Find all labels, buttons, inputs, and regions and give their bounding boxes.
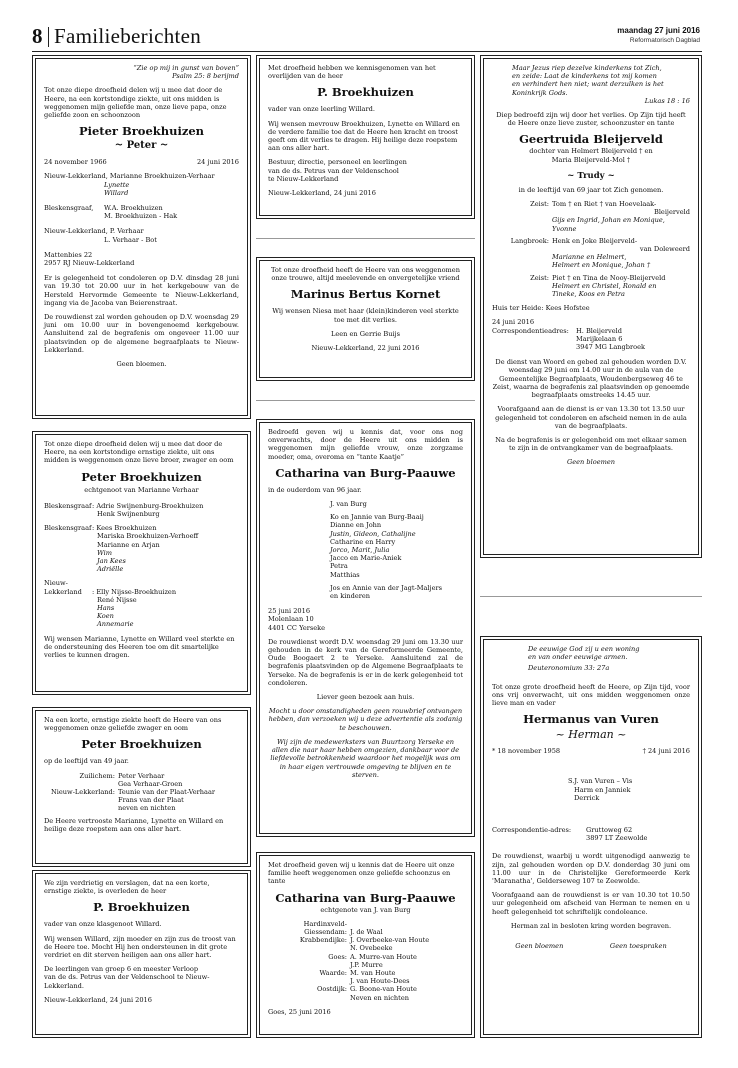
family-line: Yvonne <box>552 224 577 233</box>
family-line: G. Boone-van Houte <box>350 985 417 994</box>
deceased-nickname: ~ Trudy ~ <box>567 170 615 181</box>
death-notice-catharina-inlaws <box>256 852 475 1038</box>
spouse-line: echtgenote van J. van Burg <box>320 905 411 914</box>
family-line: Jan Kees <box>97 557 126 566</box>
family-place: Goes: <box>328 952 347 961</box>
family-line: en kinderen <box>330 592 371 601</box>
death-notice-peter-broekhuizen-inlaws <box>32 707 251 867</box>
bible-quote: Koninkrijk Gods. <box>512 88 568 97</box>
section-title: Familieberichten <box>54 24 202 48</box>
age-line: op de leeftijd van 49 jaar. <box>44 757 129 766</box>
family-line: Lynette <box>104 180 130 189</box>
family-line: Annemarie <box>97 620 134 629</box>
letter-note: Mocht u door omstandigheden geen rouwbrief ontvangen hebben, dan verzoeken wij u deze advertentie als zodanig te beschouwen. <box>268 707 463 732</box>
family-line: Justin, Gideon, Cathalijne <box>330 529 416 538</box>
family-line: Teunie van der Plaat-Verhaar <box>118 788 216 797</box>
family-line: Nieuw-Lekkerland, P. Verhaar <box>44 227 144 236</box>
after-info: Na de begrafenis is er gelegenheid om met elkaar samen te zijn in de ontvangkamer van de begraafplaats. <box>495 435 687 453</box>
notice-date: 25 juni 2016 <box>268 607 311 616</box>
family-line: Matthias <box>330 570 360 579</box>
family-line: Derrick <box>574 793 600 802</box>
role-line: vader van onze klasgenoot Willard. <box>44 920 162 929</box>
family-group <box>492 237 690 270</box>
family-line: Bleijerveld <box>653 208 690 217</box>
family-line: Dianne en John <box>330 521 382 530</box>
address-street: Marijkelaan 6 <box>576 334 623 343</box>
bible-reference: Deuteronomium 33: 27a <box>528 664 610 673</box>
signature: van de ds. Petrus van der Veldenschool te Nieuw-Lekkerland. <box>44 973 210 990</box>
address-street: Mattenbies 22 <box>44 250 93 259</box>
family-line: van Doleweerd <box>639 245 690 254</box>
family-place: Zeist: <box>530 273 549 282</box>
notice-intro: Tot onze droefheid heeft de Heere van ons weggenomen onze trouwe, altijd meelevende en onvergetelijke vriend <box>271 266 460 283</box>
spouse-line: echtgenoot van Marianne Verhaar <box>84 485 199 494</box>
family-group <box>44 579 239 628</box>
family-line: M. Broekhuizen - Hak <box>104 212 178 221</box>
place-date: Nieuw-Lekkerland, 24 juni 2016 <box>268 189 376 198</box>
family-place: Giessendam: <box>304 928 347 937</box>
family-place: Bleskensgraaf <box>44 524 92 533</box>
correspondence-address <box>492 327 690 352</box>
flowers-note: Geen bloemen. <box>116 360 167 369</box>
family-line: W.A. Broekhuizen <box>104 204 163 213</box>
page-number: 8 <box>32 24 43 48</box>
signature: van de ds. Petrus van der Veldenschool <box>268 166 399 175</box>
family-place: Zeist: <box>530 200 549 209</box>
family-place: Hardinxveld- <box>303 919 347 928</box>
address-street: Gruttoweg 62 <box>586 826 633 835</box>
place-date: Goes, 25 juni 2016 <box>268 1007 331 1016</box>
notice-date: 24 juni 2016 <box>492 318 535 327</box>
deceased-name: Peter Broekhuizen <box>81 469 202 484</box>
family-line: N. Ovebeeke <box>350 944 393 953</box>
family-line: J. Overbeeke-van Houte <box>350 936 430 945</box>
bible-quote: “Zie op mij in gunst van boven” <box>133 64 239 72</box>
family-line: Marianne en Helmert, <box>552 253 627 262</box>
family-line: Catharine en Harry <box>330 537 396 546</box>
notice-intro: Tot onze diepe droefheid delen wij u mee dat door de Heere, na een kortstondige ziekte, uit ons midden is weggenomen mijn geliefde man, onze lieve papa, onze geliefde zoon en schoonzoon <box>44 86 227 120</box>
correspondence-address <box>492 826 690 842</box>
family-line: Neven en nichten <box>350 993 409 1002</box>
family-line: M. van Houte <box>350 969 396 978</box>
family-line: Petra <box>330 562 348 571</box>
address-city: 4401 CC Yerseke <box>268 623 326 632</box>
family-group <box>492 200 690 233</box>
family-line: : Adrie Swijnenburg-Broekhuizen <box>92 501 204 510</box>
birth-date: 24 november 1966 <box>44 158 107 167</box>
family-line: Wim <box>97 548 113 557</box>
family-line: Nieuw-Lekkerland, Marianne Broekhuizen-Verhaar <box>44 172 215 181</box>
parents-line: dochter van Helmert Bleijerveld † en <box>529 147 653 156</box>
condolence-info: Voorafgaand aan de rouwdienst is er van 10.30 tot 10.50 uur gelegenheid om afscheid van Herman te nemen en u heeft gelegenheid tot schriftelijk condoleance. <box>492 891 690 916</box>
address-city: 3947 MG Langbroek <box>576 343 646 352</box>
family-place: Nieuw- <box>44 579 68 588</box>
family-place: Bleskensgraaf, <box>44 204 94 213</box>
address-label: Correspondentie-adres: <box>492 826 572 835</box>
age-line: in de leeftijd van 69 jaar tot Zich genomen. <box>518 185 664 194</box>
family-place: Lekkerland <box>44 587 82 596</box>
family-line: Marianne en Arjan <box>97 540 160 549</box>
wish-text: Wij wensen Niesa met haar (klein)kinderen veel sterkte toe met dit verlies. <box>272 307 459 324</box>
speeches-note: Geen toespraken <box>609 942 667 951</box>
service-info: De rouwdienst zal worden gehouden op D.V. woensdag 29 juni om 10.00 uur in bovengenoemd kerkgebouw. Aansluitend zal de begrafenis om ongeveer 11.00 uur plaatsvinden op de algemene begraafplaats te Nieuw-Lekkerland. <box>44 313 239 354</box>
family-line: neven en nichten <box>118 804 176 813</box>
thanks-note: Wij zijn de medewerksters van Buurtzorg Yerseke en allen die naar haar hebben omgezien, dankbaar voor de liefdevolle betrokkenheid waardoor het mogelijk was om in haar eigen vertrouwde omgeving te blijven en te sterven. <box>270 737 461 779</box>
family-line: Henk Swijnenburg <box>97 510 160 519</box>
family-place: Nieuw-Lekkerland: <box>51 788 115 797</box>
service-info: De rouwdienst wordt D.V. woensdag 29 juni om 13.30 uur gehouden in de kerk van de Gereformeerde Gemeente, Oude Boogaert 2 te Yerseke. Aansluitend zal de begrafenis plaatsvinden op de Algemene Begraafplaats te Yerseke. Na de begrafenis is er in de kerk gelegenheid tot condoleren. <box>268 637 463 687</box>
family-line: Helmert en Monique, Johan † <box>552 261 651 270</box>
address-name: H. Bleijerveld <box>576 326 622 335</box>
death-date: † 24 juni 2016 <box>642 747 690 756</box>
family-line: Jos en Annie van der Jagt-Maljers <box>330 583 443 592</box>
parents-line: Maria Bleijerveld-Mol † <box>551 155 631 164</box>
deceased-name: P. Broekhuizen <box>93 900 190 915</box>
family-place: Waarde: <box>319 969 347 978</box>
family-line: Mariska Broekhuizen-Verhoeff <box>97 532 199 541</box>
notice-intro: Met droefheid geven wij u kennis dat de Heere uit onze familie heeft weggenomen onze geliefde schoonzus en tante <box>268 861 455 886</box>
family-line: Ko en Jannie van Burg-Baaij <box>330 513 424 522</box>
address-label: Correspondentieadres: <box>492 326 569 335</box>
notice-intro: Met droefheid hebben we kennisgenomen van het overlijden van de heer <box>268 64 436 81</box>
family-place: Krabbendijke: <box>299 936 347 945</box>
flowers-note: Geen bloemen <box>515 942 564 951</box>
birth-date: * 18 november 1958 <box>492 747 561 756</box>
bible-quote: en van onder eeuwige armen. <box>528 653 628 662</box>
family-group <box>268 920 463 1002</box>
newspaper-name: Reformatorisch Dagblad <box>629 37 700 44</box>
deceased-name: Catharina van Burg-Paauwe <box>275 465 456 480</box>
deceased-name: Marinus Bertus Kornet <box>290 287 441 302</box>
family-line: Willard <box>104 188 129 197</box>
age-line: in de ouderdom van 96 jaar. <box>268 485 362 494</box>
family-line: Harm en Janniek <box>574 785 631 794</box>
family-group <box>44 502 239 518</box>
deceased-name: Geertruida Bleijerveld <box>519 132 663 147</box>
bible-quote: en zeide: Laat de kinderkens tot mij komen <box>512 72 657 81</box>
condolence-notice-class <box>32 870 251 1038</box>
deceased-name: P. Broekhuizen <box>317 85 414 100</box>
divider <box>256 400 475 401</box>
life-dates <box>492 747 690 755</box>
family-line: Tineke, Koos en Petra <box>552 290 625 299</box>
bible-reference: Psalm 25: 8 berijmd <box>172 72 239 81</box>
notice-intro: Na een korte, ernstige ziekte heeft de Heere van ons weggenomen onze geliefde zwager en oom <box>44 716 222 733</box>
family-line: J. van Burg <box>330 500 367 509</box>
family-line: Frans van der Plaat <box>118 796 184 805</box>
address-city: 2957 RJ Nieuw-Lekkerland <box>44 259 135 268</box>
closing-text: Wij wensen Marianne, Lynette en Willard veel sterkte en de ondersteuning des Heeren toe om dit smartelijke verlies te kunnen dragen. <box>44 634 235 660</box>
death-notice-geertruida-bleijerveld <box>480 55 702 558</box>
family-line: Huis ter Heide: Kees Hofstee <box>492 304 590 313</box>
family-line: S.J. van Vuren – Vis <box>568 777 633 786</box>
family-line: : Kees Broekhuizen <box>92 524 157 533</box>
family-place: Bleskensgraaf <box>44 501 92 510</box>
family-group <box>44 772 239 813</box>
notice-intro: We zijn verdrietig en verslagen, dat na een korte, ernstige ziekte, is overleden de heer <box>44 879 210 896</box>
family-line: Hans <box>97 604 115 613</box>
family-line: Koen <box>97 612 114 621</box>
notice-intro: Tot onze diepe droefheid delen wij u mee dat door de Heere, na een kortstondige ernstige ziekte, uit ons midden is weggenomen onze lieve broer, zwager en oom <box>44 440 234 465</box>
closing-text: De Heere vertrooste Marianne, Lynette en Willard en heilige deze roepstem aan ons aller hart. <box>44 816 224 833</box>
role-line: vader van onze leerling Willard. <box>268 105 375 114</box>
family-line: René Nijsse <box>97 595 137 604</box>
service-info: De dienst van Woord en gebed zal gehouden worden D.V. woensdag 29 juni om 14.00 uur in de aula van de Gemeentelijke Begraafplaats, Woudenbergseweg 46 te Zeist, waarna de begrafenis zal plaatsvinden op genoemde begraafplaats omstreeks 14.45 uur. <box>492 358 690 400</box>
family-group <box>44 204 239 212</box>
deceased-name: Pieter Broekhuizen <box>78 124 205 139</box>
death-notice-hermanus-van-vuren <box>480 636 702 1038</box>
family-line: Henk en Joke Bleijerveld- <box>552 236 638 245</box>
closing-notes <box>492 942 690 950</box>
signature: te Nieuw-Lekkerland <box>268 174 339 183</box>
family-line: L. Verhaar - Bot <box>104 235 157 244</box>
family-group <box>492 274 690 299</box>
family-place: Oostdijk: <box>316 985 347 994</box>
condolence-info: Voorafgaand aan de dienst is er van 13.30 tot 13.50 uur gelegenheid tot condoleren en afscheid nemen in de aula van de begraafplaats. <box>495 405 687 430</box>
death-date: 24 juni 2016 <box>196 158 239 167</box>
deceased-name: Hermanus van Vuren <box>523 712 659 727</box>
bible-quote: De eeuwige God zij u een woning <box>528 645 640 653</box>
condolence-info: Er is gelegenheid tot condoleren op D.V. dinsdag 28 juni van 19.30 tot 20.00 uur in het kerkgebouw van de Hersteld Hervormde Gemeente te Nieuw-Lekkerland, ingang via de Jacoba van Beierenstraat. <box>44 274 239 307</box>
family-place: Langbroek: <box>510 236 549 245</box>
wish-text: Wij wensen Willard, zijn moeder en zijn zus de troost van de Heere toe. Mocht Hij hen ondersteunen in dit grote verdriet en dit sterven heiligen aan ons aller hart. <box>44 934 236 960</box>
family-place: Zuilichem: <box>79 771 115 780</box>
family-line: Adriëlle <box>97 565 124 574</box>
signature: De leerlingen van groep 6 en meester Verloop <box>44 965 199 974</box>
family-line: J. de Waal <box>350 928 383 937</box>
death-notice-pieter-broekhuizen <box>32 55 251 419</box>
deceased-name: Catharina van Burg-Paauwe <box>275 890 456 905</box>
service-info: De rouwdienst, waarbij u wordt uitgenodigd aanwezig te zijn, zal gehouden worden op D.V. donderdag 30 juni om 11.00 uur in de Christelijke Gereformeerde Kerk 'Maranatha', Gelderseweg 107 te Zeewolde. <box>492 852 690 886</box>
bible-quote: Maar Jezus riep dezelve kinderkens tot Zich, <box>512 64 662 72</box>
notice-intro: Bedroefd geven wij u kennis dat, voor ons nog onverwachts, door de Heere uit ons midden is weggenomen mijn geliefde vrouw, onze zorgzame moeder, oma, overoma en “tante Kaatje” <box>268 428 463 461</box>
family-line: Gijs en Ingrid, Johan en Monique, <box>552 216 665 225</box>
family-line: Gea Verhaar-Groen <box>118 779 183 788</box>
family-line: Helmert en Christel, Ronald en <box>552 281 657 290</box>
burial-info: Herman zal in besloten kring worden begraven. <box>510 921 672 930</box>
bible-reference: Lukas 18 : 16 <box>644 96 690 105</box>
life-dates <box>44 158 239 166</box>
bible-quote: en verhindert hen niet; want derzulken is het <box>512 80 664 89</box>
deceased-nickname: ~ Herman ~ <box>555 728 627 742</box>
family-line: Piet † en Tina de Nooy-Bleijerveld <box>552 273 666 282</box>
death-notice-catharina-van-burg <box>256 419 475 837</box>
place-date: Nieuw-Lekkerland, 22 juni 2016 <box>311 344 420 353</box>
death-notice-marinus-kornet <box>256 257 475 381</box>
wish-text: Wij wensen mevrouw Broekhuizen, Lynette en Willard en de verdere familie toe dat de Heere hen kracht en troost geeft om dit verlies te dragen. Hij heilige deze roepstem aan ons aller hart. <box>268 119 460 153</box>
signature: Leen en Gerrie Buijs <box>331 329 400 338</box>
address-city: 3897 LT Zeewolde <box>586 834 648 843</box>
issue-date: maandag 27 juni 2016 <box>617 26 700 35</box>
family-group <box>44 524 239 573</box>
signature: Bestuur, directie, personeel en leerlingen <box>268 158 407 167</box>
family-line: A. Murre-van Houte <box>350 952 417 961</box>
family-line: J. van Houte-Dees <box>350 977 410 986</box>
notice-intro: Tot onze grote droefheid heeft de Heere, op Zijn tijd, voor ons vrij onverwacht, uit ons midden weggenomen onze lieve man en vader <box>492 682 690 708</box>
divider <box>480 596 702 597</box>
family-line: : Elly Nijsse-Broekhuizen <box>92 587 177 596</box>
family-line: Jorco, Marit, Julia <box>330 546 390 555</box>
visit-note: Liever geen bezoek aan huis. <box>316 693 415 702</box>
flowers-note: Geen bloemen <box>566 458 616 467</box>
deceased-nickname: ~ Peter ~ <box>114 140 169 152</box>
condolence-notice-school <box>256 55 475 219</box>
notice-intro: Diep bedroefd zijn wij door het verlies. Op Zijn tijd heeft de Heere onze lieve zuster, schoonzuster en tante <box>496 111 686 128</box>
page-header <box>32 24 702 52</box>
address-street: Molenlaan 10 <box>268 615 314 624</box>
family-line: J.P. Murre <box>350 960 383 969</box>
deceased-name: Peter Broekhuizen <box>81 737 202 752</box>
family-line: Tom † en Riet † van Hoevelaak- <box>552 200 657 209</box>
divider <box>256 238 475 239</box>
death-notice-peter-broekhuizen-siblings <box>32 431 251 695</box>
place-date: Nieuw-Lekkerland, 24 juni 2016 <box>44 995 152 1004</box>
family-line: Jacco en Marie-Aniek <box>330 554 402 563</box>
header-divider <box>48 27 49 47</box>
family-line: Peter Verhaar <box>118 771 165 780</box>
